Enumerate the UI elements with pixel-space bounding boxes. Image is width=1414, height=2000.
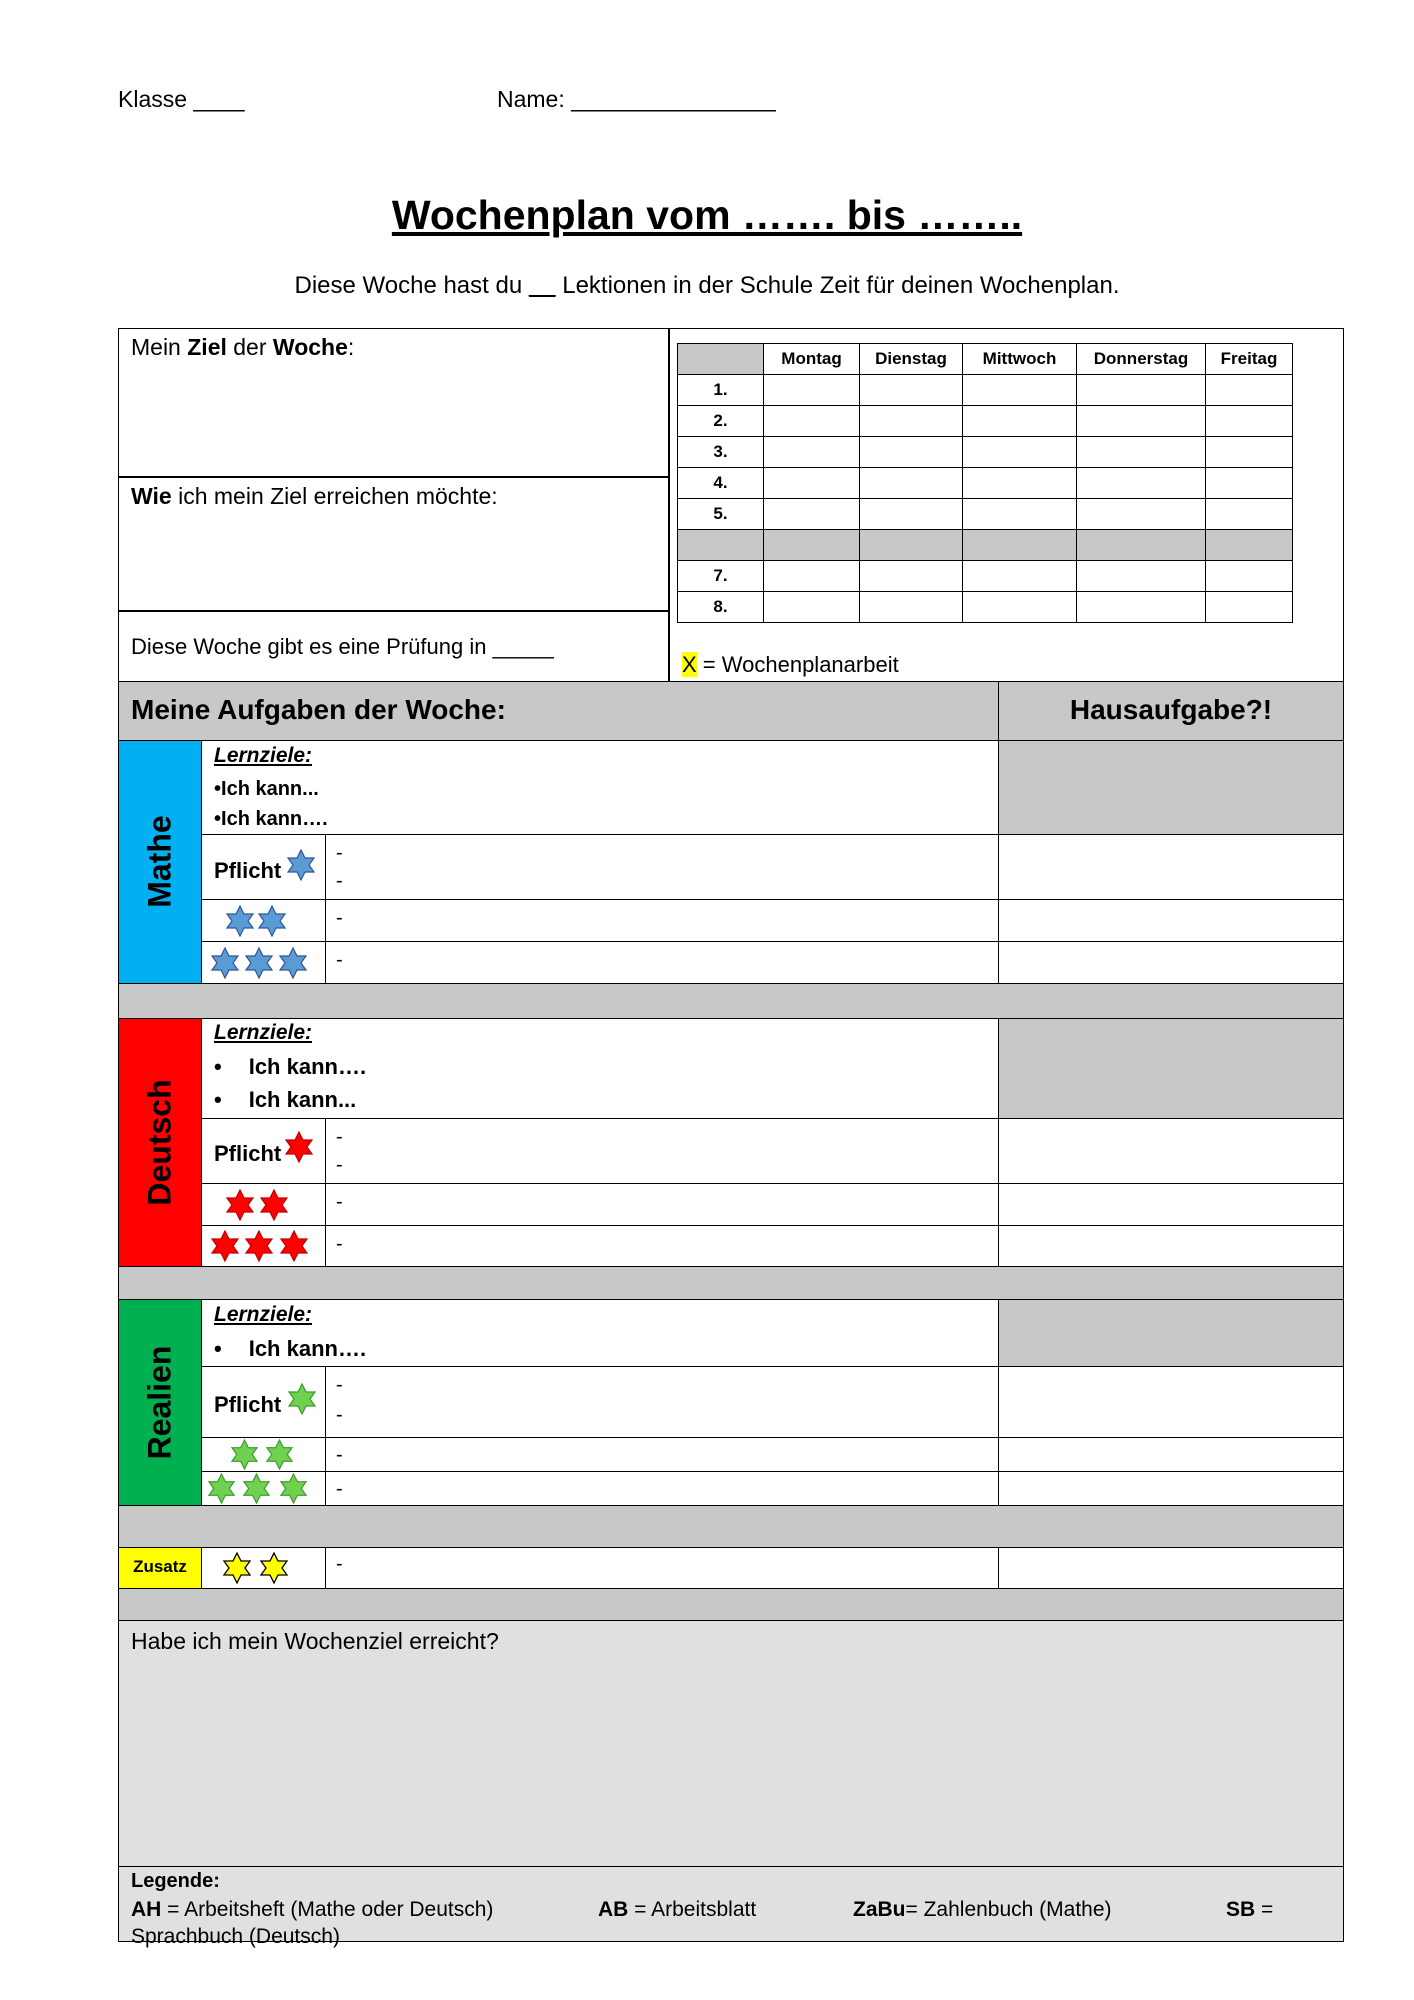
legend-title: Legende: <box>131 1870 220 1892</box>
spacer-row <box>118 1266 1344 1300</box>
task-line: - <box>336 842 343 864</box>
divider <box>668 328 670 682</box>
star-icon <box>285 849 317 881</box>
goal-bullet: • Ich kann…. <box>214 1054 367 1079</box>
task-line: - <box>336 1126 343 1148</box>
task-line: - <box>336 1444 343 1466</box>
task-line: - <box>336 1553 343 1575</box>
star-icon <box>206 1473 237 1504</box>
star-icon <box>264 1439 295 1470</box>
day-header: Freitag <box>1206 344 1293 375</box>
tasks-heading: Meine Aufgaben der Woche: <box>131 694 506 725</box>
legend-item: AB = Arbeitsblatt <box>598 1898 757 1921</box>
star-icon <box>209 947 241 979</box>
day-header: Donnerstag <box>1077 344 1206 375</box>
task-line: - <box>336 1191 343 1213</box>
star-icon <box>256 905 288 937</box>
star-icon <box>224 905 256 937</box>
goal-bullet: •Ich kann…. <box>214 808 328 830</box>
star-icon <box>286 1383 318 1415</box>
star-icon <box>224 1189 256 1221</box>
period-label: 1. <box>678 375 764 406</box>
star-icon <box>278 1473 309 1504</box>
period-label: 2. <box>678 406 764 437</box>
task-line: - <box>336 949 343 971</box>
task-line: - <box>336 907 343 929</box>
period-label: 4. <box>678 468 764 499</box>
page-title: Wochenplan vom ……. bis …….. <box>391 192 1023 238</box>
goal-bullet: • Ich kann…. <box>214 1336 367 1361</box>
subtitle: Diese Woche hast du __ Lektionen in der Schule Zeit für deinen Wochenplan. <box>294 272 1120 299</box>
task-line: - <box>336 1478 343 1500</box>
subject-label: Deutsch <box>141 1079 178 1206</box>
period-label: 8. <box>678 592 764 623</box>
pflicht-label: Pflicht <box>214 1141 282 1166</box>
star-icon <box>258 1189 290 1221</box>
name-field: Name: ________________ <box>497 86 776 112</box>
divider <box>118 610 669 612</box>
spacer-row <box>118 983 1344 1019</box>
goal-bullet: • Ich kann... <box>214 1087 357 1112</box>
reflection-question: Habe ich mein Wochenziel erreicht? <box>131 1628 499 1654</box>
period-label <box>678 530 764 561</box>
pruefung-label: Diese Woche gibt es eine Prüfung in _____ <box>131 634 554 659</box>
subject-label: Mathe <box>141 815 178 908</box>
wie-label: Wie ich mein Ziel erreichen möchte: <box>131 483 498 509</box>
schedule-table <box>677 343 1293 623</box>
star-icon <box>278 1230 310 1262</box>
ziel-label: Mein Ziel der Woche: <box>131 334 355 360</box>
schedule-legend: X = Wochenplanarbeit <box>682 652 899 677</box>
legend-item: SB = <box>1226 1898 1274 1921</box>
legend-item: AH = Arbeitsheft (Mathe oder Deutsch) <box>131 1898 494 1921</box>
lernziele-label: Lernziele: <box>214 1303 313 1326</box>
klasse-field: Klasse ____ <box>118 86 245 112</box>
star-icon <box>243 1230 275 1262</box>
reflection-box <box>118 1620 1344 1867</box>
star-icon <box>258 1552 290 1584</box>
star-icon <box>229 1439 260 1470</box>
period-label: 5. <box>678 499 764 530</box>
task-line: - <box>336 1404 343 1426</box>
day-header: Mittwoch <box>963 344 1077 375</box>
task-line: - <box>336 1154 343 1176</box>
pflicht-label: Pflicht <box>214 1392 282 1417</box>
task-line: - <box>336 1233 343 1255</box>
lernziele-label: Lernziele: <box>214 744 313 767</box>
day-header: Dienstag <box>860 344 963 375</box>
star-icon <box>243 947 275 979</box>
zusatz-label: Zusatz <box>133 1557 187 1576</box>
spacer-row <box>118 1588 1344 1621</box>
divider <box>118 476 669 478</box>
subject-label: Realien <box>141 1345 178 1460</box>
star-icon <box>221 1552 253 1584</box>
day-header: Montag <box>764 344 860 375</box>
legend-item: ZaBu= Zahlenbuch (Mathe) <box>853 1898 1112 1921</box>
lernziele-label: Lernziele: <box>214 1021 313 1044</box>
goal-bullet: •Ich kann... <box>214 778 319 800</box>
task-line: - <box>336 870 343 892</box>
task-line: - <box>336 1374 343 1396</box>
period-label: 3. <box>678 437 764 468</box>
pflicht-label: Pflicht <box>214 858 282 883</box>
star-icon <box>241 1473 272 1504</box>
star-icon <box>283 1131 315 1163</box>
star-icon <box>209 1230 241 1262</box>
spacer-row <box>118 1505 1344 1548</box>
legend-continuation: Sprachbuch (Deutsch) <box>131 1925 340 1948</box>
star-icon <box>277 947 309 979</box>
homework-heading: Hausaufgabe?! <box>1069 694 1273 725</box>
period-label: 7. <box>678 561 764 592</box>
